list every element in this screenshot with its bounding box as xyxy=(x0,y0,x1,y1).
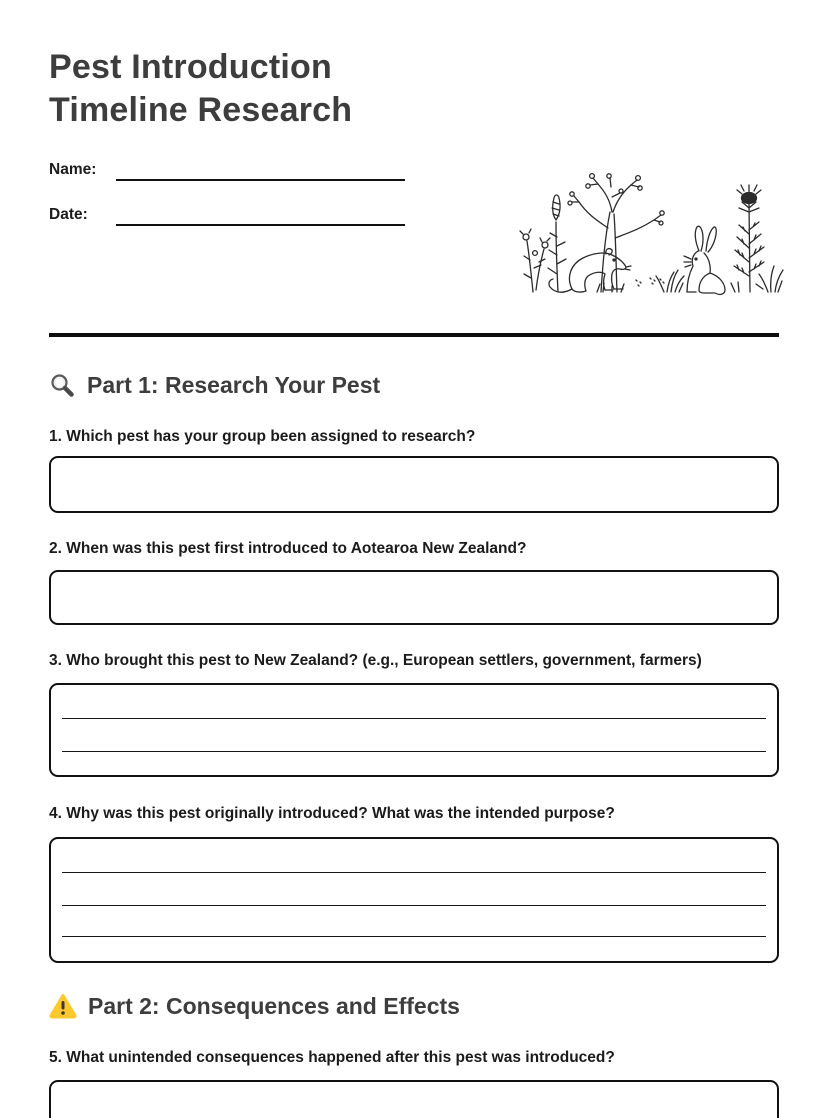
warning-icon xyxy=(49,993,77,1019)
question-2-answer-box[interactable] xyxy=(49,570,779,625)
part1-heading-text: Part 1: Research Your Pest xyxy=(87,372,381,398)
writing-line[interactable] xyxy=(62,905,766,906)
writing-line[interactable] xyxy=(62,872,766,873)
question-1-answer-box[interactable] xyxy=(49,456,779,513)
question-4-label: 4. Why was this pest originally introduced? What was the intended purpose? xyxy=(49,805,615,822)
name-input-line[interactable] xyxy=(116,160,405,181)
name-row xyxy=(49,160,409,181)
page-title xyxy=(49,46,779,132)
part2-heading xyxy=(49,991,779,1021)
date-label: Date: xyxy=(49,206,88,223)
question-1-label: 1. Which pest has your group been assigned to research? xyxy=(49,428,476,445)
question-5-label: 5. What unintended consequences happened after this pest was introduced? xyxy=(49,1049,615,1066)
part1-heading xyxy=(49,370,779,400)
name-label: Name: xyxy=(49,161,97,178)
plants-and-animals-drawing xyxy=(513,142,785,300)
part2-heading-text: Part 2: Consequences and Effects xyxy=(88,993,460,1019)
nature-illustration xyxy=(513,142,785,300)
date-input-line[interactable] xyxy=(116,205,405,226)
magnifying-glass-icon xyxy=(49,372,76,399)
page-title-line1: Pest Introduction xyxy=(49,48,332,86)
writing-line[interactable] xyxy=(62,936,766,937)
question-5-answer-box[interactable] xyxy=(49,1080,779,1118)
question-4-answer-box[interactable] xyxy=(49,837,779,963)
question-2-label: 2. When was this pest first introduced to Aotearoa New Zealand? xyxy=(49,540,527,557)
date-row xyxy=(49,205,409,226)
writing-line[interactable] xyxy=(62,751,766,752)
section-divider xyxy=(49,333,779,337)
writing-line[interactable] xyxy=(62,718,766,719)
question-3-answer-box[interactable] xyxy=(49,683,779,777)
page-title-line2: Timeline Research xyxy=(49,91,353,129)
question-3-label: 3. Who brought this pest to New Zealand? (e.g., European settlers, government, farmers) xyxy=(49,652,702,669)
